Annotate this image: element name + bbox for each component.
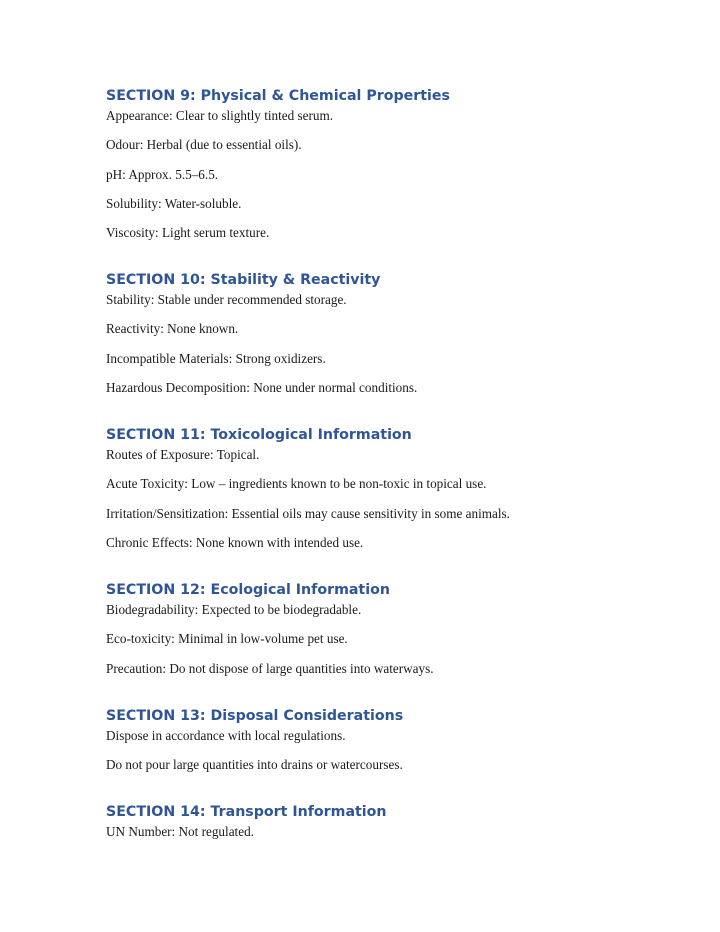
precaution-line: Precaution: Do not dispose of large quantities into waterways. — [106, 660, 434, 676]
appearance-line: Appearance: Clear to slightly tinted serum. — [106, 108, 334, 123]
eco-toxicity-line: Eco-toxicity: Minimal in low-volume pet use. — [106, 631, 348, 647]
biodegradability-line: Biodegradability: Expected to be biodegradable. — [106, 601, 362, 617]
section-12 — [106, 580, 696, 679]
reactivity-line: Reactivity: None known. — [106, 321, 239, 337]
un-number-line: UN Number: Not regulated. — [106, 823, 254, 839]
section-10 — [106, 270, 696, 398]
odour-line: Odour: Herbal (due to essential oils). — [106, 137, 302, 153]
ph-line: pH: Approx. 5.5–6.5. — [106, 166, 219, 182]
section-heading: SECTION 10: Stability & Reactivity — [106, 272, 381, 289]
viscosity-line: Viscosity: Light serum texture. — [106, 225, 270, 241]
section-heading: SECTION 11: Toxicological Information — [106, 427, 412, 444]
stability-line: Stability: Stable under recommended storage. — [106, 292, 347, 308]
irritation-line: Irritation/Sensitization: Essential oils may cause sensitivity in some animals. — [106, 505, 510, 521]
section-13 — [106, 706, 696, 775]
section-14 — [106, 802, 696, 842]
drains-line: Do not pour large quantities into drains or watercourses. — [106, 756, 403, 772]
section-heading: SECTION 14: Transport Information — [106, 803, 387, 820]
section-heading: SECTION 13: Disposal Considerations — [106, 707, 404, 724]
section-heading: SECTION 9: Physical & Chemical Properties — [106, 88, 450, 104]
hazardous-decomposition-line: Hazardous Decomposition: None under normal conditions. — [106, 380, 418, 396]
section-11 — [106, 425, 696, 553]
acute-toxicity-line: Acute Toxicity: Low – ingredients known to be non-toxic in topical use. — [106, 476, 487, 492]
section-9 — [106, 86, 696, 243]
section-heading: SECTION 12: Ecological Information — [106, 581, 390, 598]
incompatible-materials-line: Incompatible Materials: Strong oxidizers. — [106, 350, 326, 366]
document-page — [106, 86, 696, 869]
disposal-line: Dispose in accordance with local regulations. — [106, 727, 346, 743]
solubility-line: Solubility: Water-soluble. — [106, 195, 242, 211]
chronic-effects-line: Chronic Effects: None known with intended use. — [106, 534, 364, 550]
routes-of-exposure-line: Routes of Exposure: Topical. — [106, 447, 260, 463]
